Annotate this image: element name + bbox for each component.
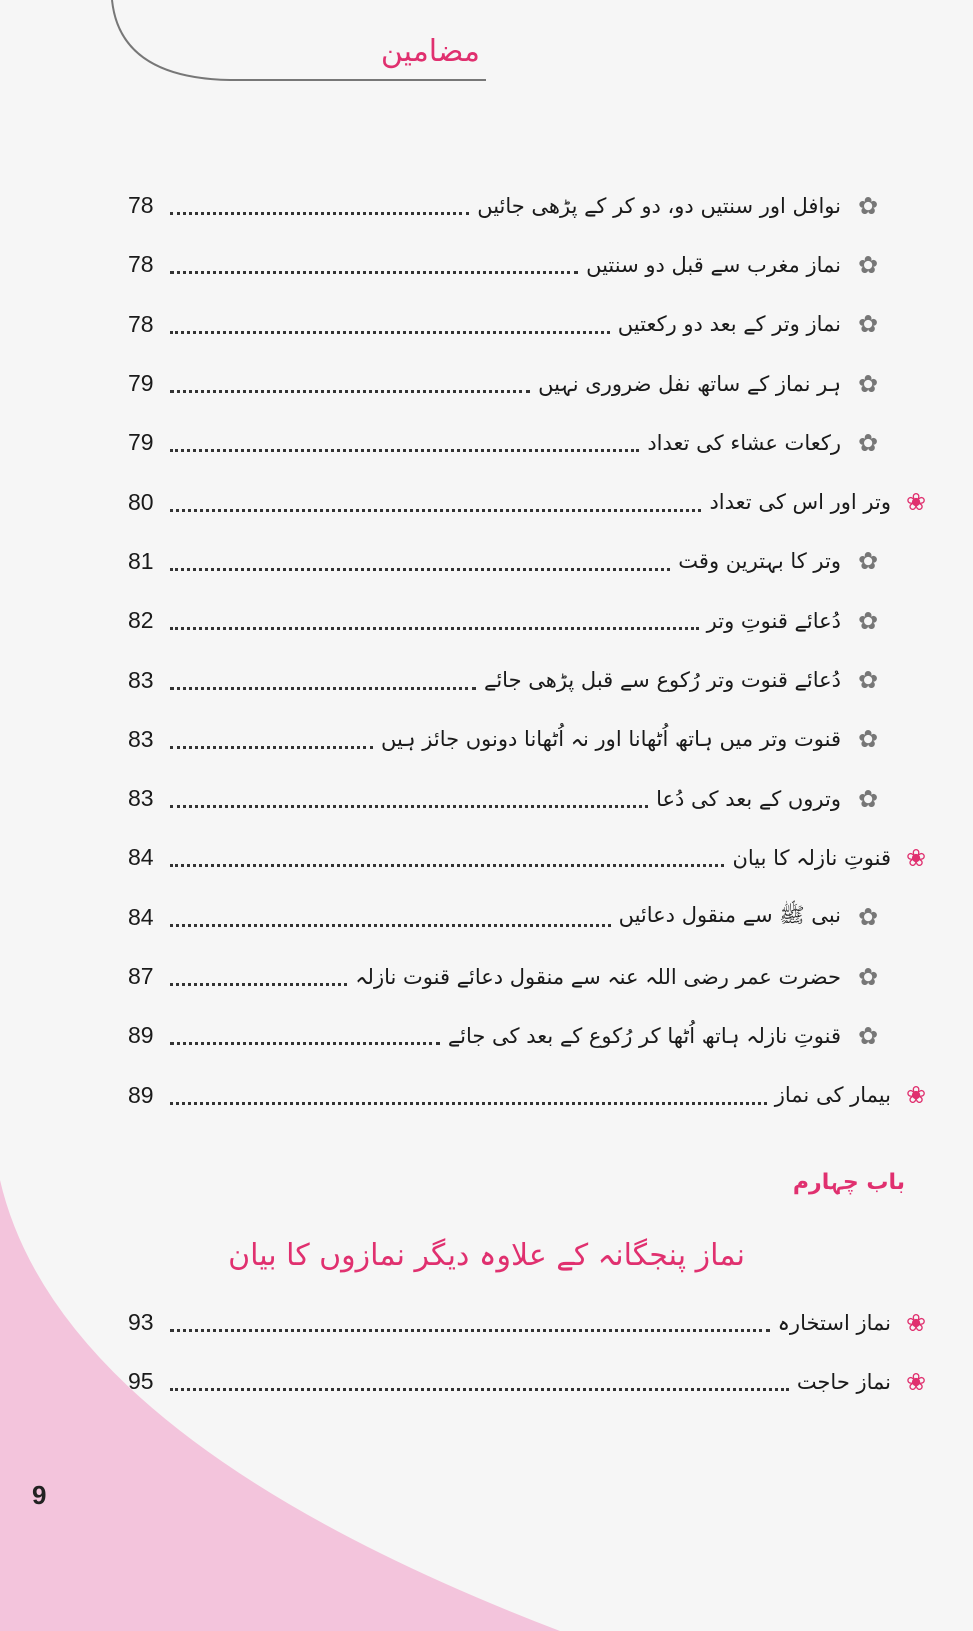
outline-flower-icon: ✿ (857, 666, 879, 695)
outline-flower-icon: ✿ (857, 903, 879, 932)
filled-flower-icon: ❀ (905, 488, 927, 517)
entry-title: وتروں کے بعد کی دُعا (656, 786, 841, 811)
dot-leader (170, 864, 724, 867)
entry-title: قنوت وتر میں ہاتھ اُٹھانا اور نہ اُٹھانا دونوں جائز ہیں (380, 727, 841, 752)
dot-leader (170, 687, 476, 690)
entry-page-number: 87 (128, 963, 154, 989)
entry-title: قنوتِ نازلہ کا بیان (732, 845, 891, 870)
entry-title: نبی ﷺ سے منقول دعائیں (618, 902, 841, 927)
dot-leader (170, 1042, 440, 1045)
chapter-contents (128, 1293, 943, 1412)
dot-leader (170, 1388, 789, 1391)
entry-page-number: 84 (128, 844, 154, 871)
entry-page-number: 89 (128, 1081, 154, 1108)
dot-leader (170, 1102, 767, 1105)
page-number: 9 (32, 1480, 47, 1510)
filled-flower-icon: ❀ (905, 843, 927, 872)
toc-entry[interactable] (128, 769, 943, 828)
entry-page-number: 80 (128, 488, 154, 515)
entry-title: نماز وتر کے بعد دو رکعتیں (617, 312, 841, 337)
dot-leader (170, 568, 670, 571)
toc-entry[interactable] (128, 235, 943, 294)
dot-leader (170, 983, 347, 986)
toc-entry[interactable] (128, 710, 943, 769)
entry-page-number: 95 (128, 1368, 154, 1395)
dot-leader (170, 1329, 770, 1332)
entry-title: رکعات عشاء کی تعداد (647, 430, 841, 455)
toc-entry[interactable] (128, 1352, 943, 1411)
toc-entry[interactable] (128, 1065, 943, 1124)
toc-entry[interactable] (128, 591, 943, 650)
dot-leader (170, 271, 578, 274)
entry-page-number: 84 (128, 903, 154, 930)
entry-title: نماز حاجت (796, 1369, 891, 1394)
entry-title: بیمار کی نماز (774, 1083, 891, 1108)
outline-flower-icon: ✿ (857, 191, 879, 220)
toc-entry[interactable] (128, 354, 943, 413)
entry-title: دُعائے قنوتِ وتر (706, 608, 841, 633)
entry-page-number: 78 (128, 310, 154, 337)
outline-flower-icon: ✿ (857, 369, 879, 398)
toc-entry[interactable] (128, 947, 943, 1006)
toc-entry[interactable] (128, 888, 943, 947)
outline-flower-icon: ✿ (857, 250, 879, 279)
entry-page-number: 83 (128, 666, 154, 693)
entry-page-number: 93 (128, 1309, 154, 1336)
entry-title: حضرت عمر رضی اللہ عنہ سے منقول دعائے قنوت نازلہ (355, 964, 841, 989)
entry-title: دُعائے قنوت وتر رُکوع سے قبل پڑھی جائے (484, 668, 841, 693)
toc-entry[interactable] (128, 413, 943, 472)
entry-title: ہر نماز کے ساتھ نفل ضروری نہیں (538, 371, 841, 396)
entry-title: وتر کا بہترین وقت (678, 549, 841, 574)
filled-flower-icon: ❀ (905, 1367, 927, 1396)
chapter-title: نماز پنجگانہ کے علاوہ دیگر نمازوں کا بیان (228, 1238, 745, 1273)
toc-entry[interactable] (128, 176, 943, 235)
chapter-label: باب چہارم (792, 1170, 905, 1195)
outline-flower-icon: ✿ (857, 606, 879, 635)
toc-entry[interactable] (128, 828, 943, 887)
entry-page-number: 83 (128, 725, 154, 752)
toc-entry[interactable] (128, 472, 943, 531)
toc-entry[interactable] (128, 532, 943, 591)
entry-title: نماز مغرب سے قبل دو سنتیں (586, 252, 841, 277)
entry-page-number: 78 (128, 251, 154, 278)
page-title: مضامین (380, 34, 480, 69)
outline-flower-icon: ✿ (857, 310, 879, 339)
outline-flower-icon: ✿ (857, 547, 879, 576)
entry-title: نماز استخارہ (777, 1310, 891, 1335)
toc-entry[interactable] (128, 295, 943, 354)
outline-flower-icon: ✿ (857, 784, 879, 813)
dot-leader (170, 212, 469, 215)
entry-page-number: 79 (128, 429, 154, 456)
dot-leader (170, 746, 373, 749)
table-of-contents (128, 176, 943, 1125)
toc-entry[interactable] (128, 650, 943, 709)
entry-page-number: 79 (128, 370, 154, 397)
entry-page-number: 82 (128, 607, 154, 634)
entry-page-number: 83 (128, 785, 154, 812)
entry-title: نوافل اور سنتیں دو، دو کر کے پڑھی جائیں (477, 193, 841, 218)
dot-leader (170, 449, 639, 452)
filled-flower-icon: ❀ (905, 1081, 927, 1110)
dot-leader (170, 509, 701, 512)
dot-leader (170, 627, 699, 630)
dot-leader (170, 805, 648, 808)
entry-page-number: 89 (128, 1022, 154, 1049)
dot-leader (170, 390, 530, 393)
entry-page-number: 81 (128, 547, 154, 574)
filled-flower-icon: ❀ (905, 1308, 927, 1337)
dot-leader (170, 924, 611, 927)
outline-flower-icon: ✿ (857, 962, 879, 991)
entry-page-number: 78 (128, 192, 154, 219)
entry-title: قنوتِ نازلہ ہاتھ اُٹھا کر رُکوع کے بعد کی جائے (447, 1023, 841, 1048)
outline-flower-icon: ✿ (857, 1021, 879, 1050)
toc-entry[interactable] (128, 1006, 943, 1065)
toc-entry[interactable] (128, 1293, 943, 1352)
entry-title: وتر اور اس کی تعداد (709, 490, 891, 515)
outline-flower-icon: ✿ (857, 725, 879, 754)
dot-leader (170, 331, 610, 334)
outline-flower-icon: ✿ (857, 428, 879, 457)
